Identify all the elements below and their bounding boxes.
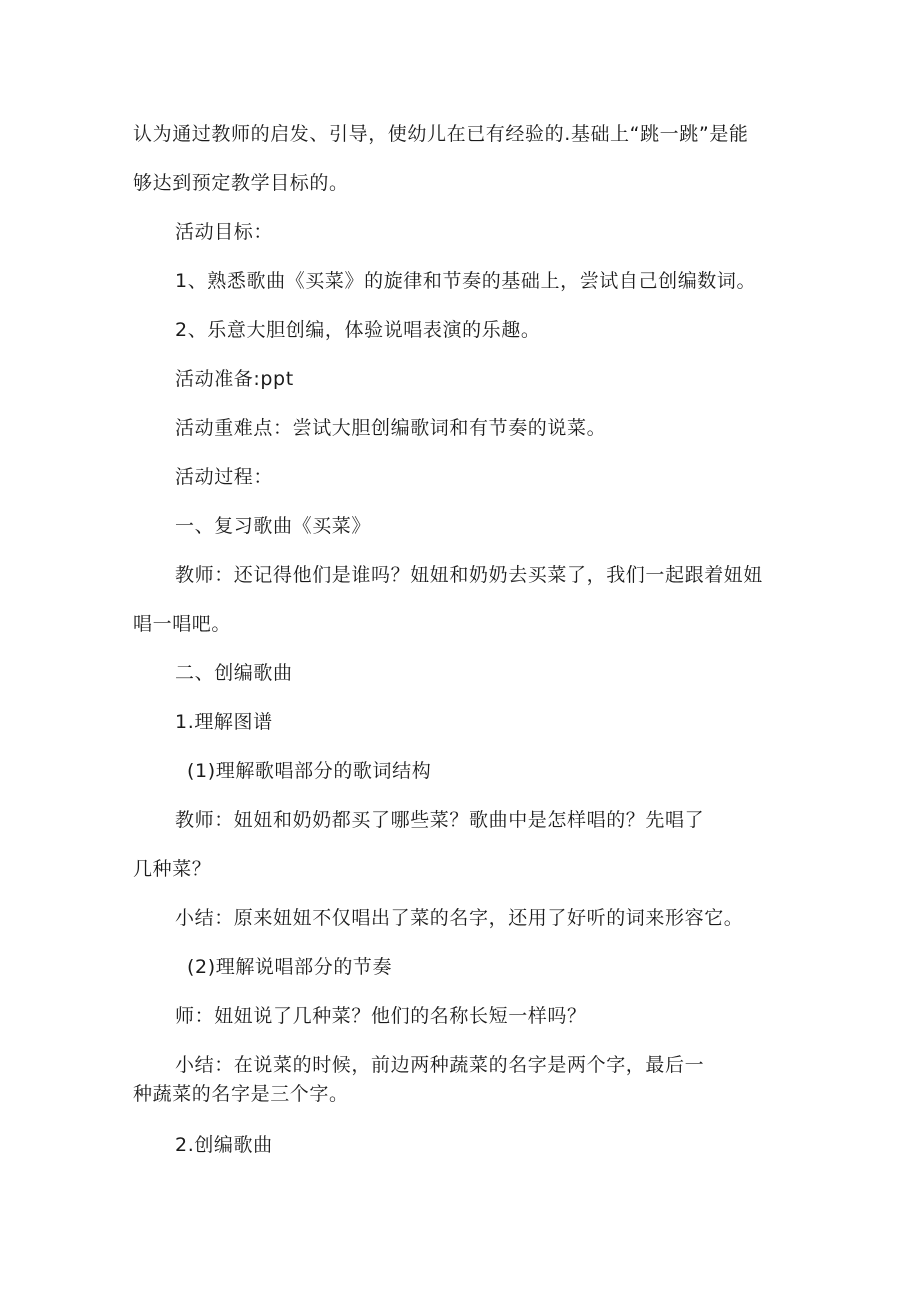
process-heading: 活动过程： [175,466,274,488]
sub-1-1-heading: (1)理解歌唱部分的歌词结构 [187,760,432,782]
goals-heading: 活动目标： [175,221,274,243]
sub-1-1-teacher-line-2: 几种菜？ [133,858,212,880]
step-1-teacher-line-1: 教师：还记得他们是谁吗？妞妞和奶奶去买菜了，我们一起跟着妞妞 [175,564,764,586]
step-1-heading: 一、复习歌曲《买菜》 [175,515,372,537]
sub-1-1-summary: 小结：原来妞妞不仅唱出了菜的名字，还用了好听的词来形容它。 [175,907,744,929]
sub-1-2-teacher: 师：妞妞说了几种菜？他们的名称长短一样吗？ [175,1005,587,1027]
preparation: 活动准备:ppt [175,368,294,390]
sub-1-2-summary-line-2: 种蔬菜的名字是三个字。 [133,1083,349,1105]
step-1-teacher-line-2: 唱一唱吧。 [133,613,232,635]
goal-1: 1、熟悉歌曲《买菜》的旋律和节奏的基础上，尝试自己创编数词。 [175,270,757,292]
sub-1-heading: 1.理解图谱 [175,711,273,733]
goal-2: 2、乐意大胆创编，体验说唱表演的乐趣。 [175,319,541,341]
step-2-heading: 二、创编歌曲 [175,662,293,684]
intro-line-2: 够达到预定教学目标的。 [133,172,349,194]
sub-1-2-heading: (2)理解说唱部分的节奏 [187,956,393,978]
sub-2-heading: 2.创编歌曲 [175,1134,273,1156]
sub-1-1-teacher-line-1: 教师：妞妞和奶奶都买了哪些菜？歌曲中是怎样唱的？先唱了 [175,809,705,831]
key-points: 活动重难点：尝试大胆创编歌词和有节奏的说菜。 [175,417,607,439]
intro-line-1: 认为通过教师的启发、引导，使幼儿在已有经验的.基础上“跳一跳”是能 [133,123,749,145]
sub-1-2-summary-line-1: 小结：在说菜的时候，前边两种蔬菜的名字是两个字，最后一 [175,1054,705,1076]
